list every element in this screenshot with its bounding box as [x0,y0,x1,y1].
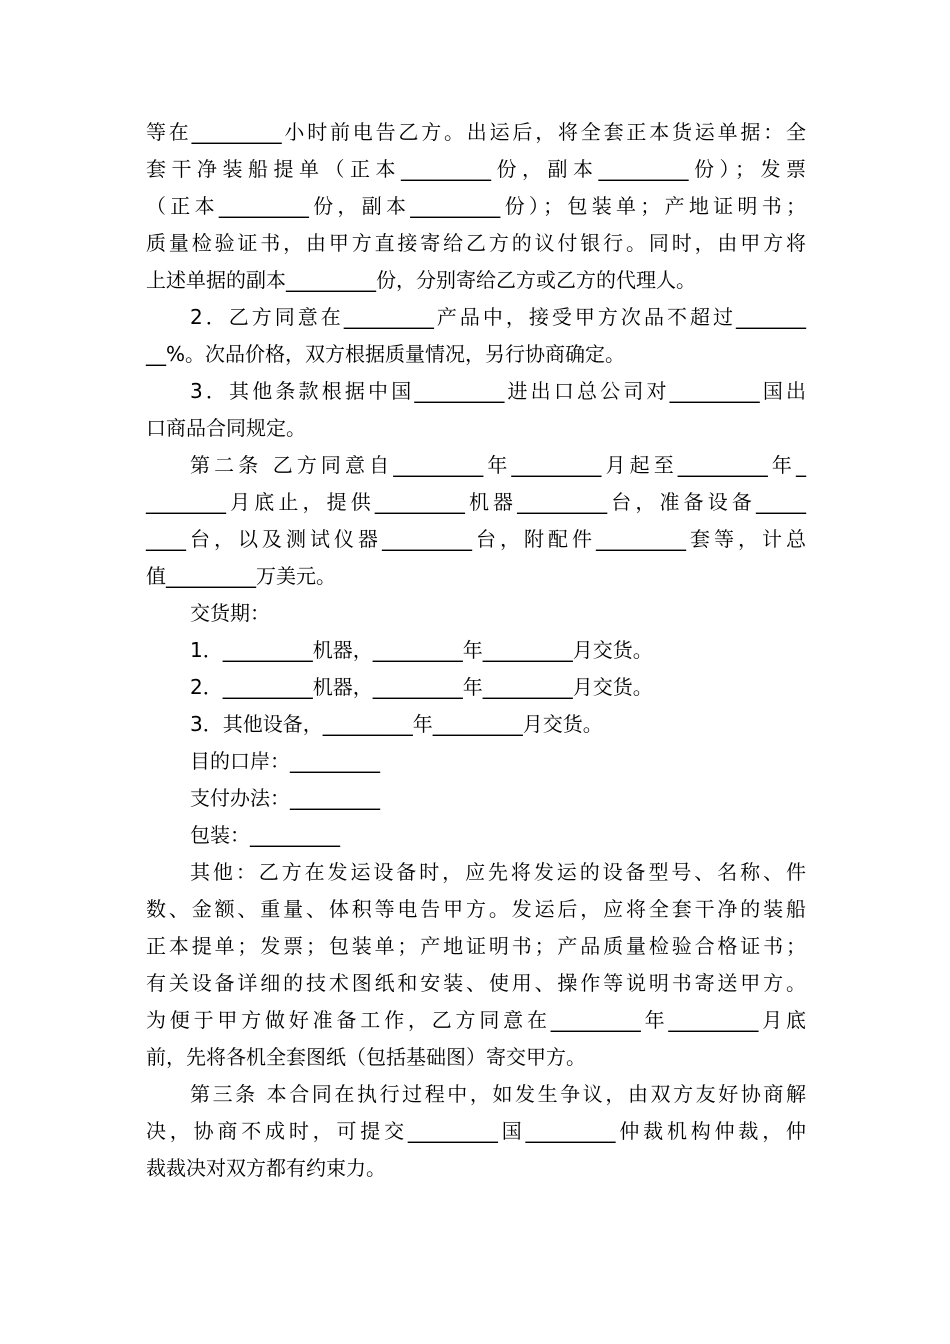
paragraph-line: 质量检验证书，由甲方直接寄给乙方的议付银行。同时，由甲方将 [146,231,806,255]
payment-method-line: 支付办法：_________ [190,786,380,810]
paragraph-line: 套干净装船提单（正本_________份，副本_________份）；发票 [146,157,806,181]
paragraph-line: （正本_________份，副本_________份）；包装单；产地证明书； [146,194,806,218]
paragraph-line: 裁裁决对双方都有约束力。 [146,1156,386,1180]
paragraph-line: 口商品合同规定。 [146,416,306,440]
paragraph-line: 等在_________小时前电告乙方。出运后，将全套正本货运单据：全 [146,120,806,144]
paragraph-line: __%。次品价格，双方根据质量情况，另行协商确定。 [146,342,626,366]
destination-port-line: 目的口岸：_________ [190,749,380,773]
paragraph-line: ____台，以及测试仪器_________台，附配件_________套等，计总 [146,527,806,551]
packaging-line: 包装：_________ [190,823,340,847]
paragraph-line: 为便于甲方做好准备工作，乙方同意在_________年_________月底 [146,1008,806,1032]
delivery-heading: 交货期： [190,601,270,625]
paragraph-line: 值_________万美元。 [146,564,336,588]
document-page [146,114,806,1187]
delivery-item: 3．其他设备，_________年_________月交货。 [190,712,603,736]
delivery-item: 1．_________机器，_________年_________月交货。 [190,638,653,662]
paragraph-line: ________月底止，提供_________机器_________台，准备设备_____ [146,490,806,514]
paragraph-line: 上述单据的副本_________份，分别寄给乙方或乙方的代理人。 [146,268,696,292]
paragraph-line: 3．其他条款根据中国_________进出口总公司对_________国出 [190,379,806,403]
paragraph-line: 数、金额、重量、体积等电告甲方。发运后，应将全套干净的装船 [146,897,806,921]
paragraph-line: 有关设备详细的技术图纸和安装、使用、操作等说明书寄送甲方。 [146,971,806,995]
paragraph-line: 2．乙方同意在_________产品中，接受甲方次品不超过_______ [190,305,806,329]
paragraph-line: 正本提单；发票；包装单；产地证明书；产品质量检验合格证书； [146,934,806,958]
paragraph-line: 决，协商不成时，可提交_________国_________仲裁机构仲裁，仲 [146,1119,806,1143]
article-two-heading-line: 第二条 乙方同意自_________年_________月起至_________年_ [190,453,806,477]
paragraph-line: 其他：乙方在发运设备时，应先将发运的设备型号、名称、件 [190,860,806,884]
paragraph-line: 前，先将各机全套图纸（包括基础图）寄交甲方。 [146,1045,586,1069]
delivery-item: 2．_________机器，_________年_________月交货。 [190,675,653,699]
article-three-heading-line: 第三条 本合同在执行过程中，如发生争议，由双方友好协商解 [190,1082,806,1106]
